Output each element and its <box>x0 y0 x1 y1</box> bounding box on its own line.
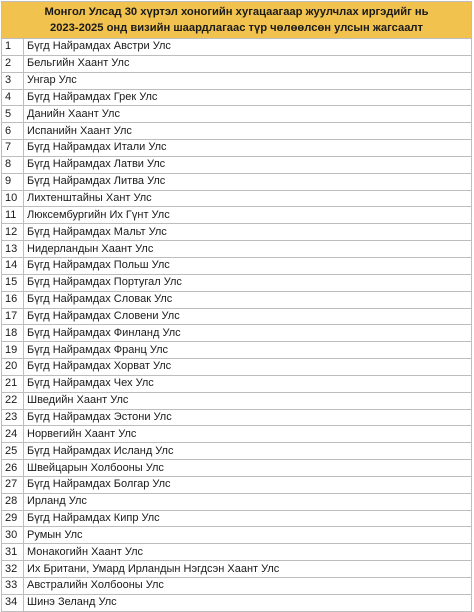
country-name-cell: Бүгд Найрамдах Португал Улс <box>24 274 472 291</box>
table-title-line-1: Монгол Улсад 30 хүртэл хоногийн хугацаагаар жуулчлах иргэдийг нь <box>44 6 429 18</box>
row-number-cell: 29 <box>2 510 24 527</box>
row-number-cell: 2 <box>2 55 24 72</box>
country-name-cell: Бүгд Найрамдах Финланд Улс <box>24 325 472 342</box>
row-number-cell: 11 <box>2 207 24 224</box>
row-number-cell: 33 <box>2 578 24 595</box>
table-row <box>2 578 472 595</box>
country-name-cell: Румын Улс <box>24 527 472 544</box>
table-row <box>2 527 472 544</box>
row-number-cell: 6 <box>2 123 24 140</box>
row-number-cell: 27 <box>2 476 24 493</box>
row-number-cell: 24 <box>2 426 24 443</box>
country-name-cell: Бүгд Найрамдах Польш Улс <box>24 257 472 274</box>
table-row <box>2 375 472 392</box>
table-row <box>2 123 472 140</box>
table-header-row <box>2 2 472 39</box>
row-number-cell: 22 <box>2 392 24 409</box>
row-number-cell: 17 <box>2 308 24 325</box>
row-number-cell: 31 <box>2 544 24 561</box>
row-number-cell: 34 <box>2 594 24 611</box>
country-name-cell: Нидерландын Хаант Улс <box>24 241 472 258</box>
row-number-cell: 13 <box>2 241 24 258</box>
country-name-cell: Бүгд Найрамдах Болгар Улс <box>24 476 472 493</box>
table-row <box>2 342 472 359</box>
table-row <box>2 241 472 258</box>
row-number-cell: 12 <box>2 224 24 241</box>
table-row <box>2 156 472 173</box>
row-number-cell: 14 <box>2 257 24 274</box>
table-row <box>2 443 472 460</box>
country-name-cell: Ирланд Улс <box>24 493 472 510</box>
visa-exemption-table <box>1 1 472 612</box>
country-name-cell: Бельгийн Хаант Улс <box>24 55 472 72</box>
table-row <box>2 291 472 308</box>
table-row <box>2 409 472 426</box>
table-row <box>2 190 472 207</box>
table-row <box>2 460 472 477</box>
country-name-cell: Шинэ Зеланд Улс <box>24 594 472 611</box>
table-row <box>2 325 472 342</box>
row-number-cell: 26 <box>2 460 24 477</box>
country-name-cell: Бүгд Найрамдах Латви Улс <box>24 156 472 173</box>
row-number-cell: 15 <box>2 274 24 291</box>
country-name-cell: Унгар Улс <box>24 72 472 89</box>
country-name-cell: Швейцарын Холбооны Улс <box>24 460 472 477</box>
table-row <box>2 308 472 325</box>
table-row <box>2 476 472 493</box>
table-row <box>2 594 472 611</box>
row-number-cell: 10 <box>2 190 24 207</box>
table-row <box>2 426 472 443</box>
table-row <box>2 359 472 376</box>
table-row <box>2 392 472 409</box>
country-name-cell: Бүгд Найрамдах Хорват Улс <box>24 359 472 376</box>
country-name-cell: Бүгд Найрамдах Мальт Улс <box>24 224 472 241</box>
country-name-cell: Испанийн Хаант Улс <box>24 123 472 140</box>
table-row <box>2 224 472 241</box>
row-number-cell: 30 <box>2 527 24 544</box>
country-name-cell: Лихтенштайны Хант Улс <box>24 190 472 207</box>
row-number-cell: 19 <box>2 342 24 359</box>
row-number-cell: 4 <box>2 89 24 106</box>
country-name-cell: Бүгд Найрамдах Грек Улс <box>24 89 472 106</box>
row-number-cell: 32 <box>2 561 24 578</box>
country-name-cell: Бүгд Найрамдах Франц Улс <box>24 342 472 359</box>
table-title-line-2: 2023-2025 онд визийн шаардлагаас түр чөлөөлсөн улсын жагсаалт <box>49 22 424 34</box>
country-name-cell: Норвегийн Хаант Улс <box>24 426 472 443</box>
row-number-cell: 16 <box>2 291 24 308</box>
table-row <box>2 544 472 561</box>
table-row <box>2 106 472 123</box>
country-name-cell: Бүгд Найрамдах Итали Улс <box>24 140 472 157</box>
row-number-cell: 21 <box>2 375 24 392</box>
country-name-cell: Люксембургийн Их Гүнт Улс <box>24 207 472 224</box>
row-number-cell: 3 <box>2 72 24 89</box>
country-name-cell: Бүгд Найрамдах Чех Улс <box>24 375 472 392</box>
table-row <box>2 510 472 527</box>
table-row <box>2 561 472 578</box>
country-name-cell: Монакогийн Хаант Улс <box>24 544 472 561</box>
country-name-cell: Шведийн Хаант Улс <box>24 392 472 409</box>
table-row <box>2 257 472 274</box>
table-row <box>2 55 472 72</box>
table-body <box>2 2 472 612</box>
row-number-cell: 9 <box>2 173 24 190</box>
row-number-cell: 20 <box>2 359 24 376</box>
country-name-cell: Данийн Хаант Улс <box>24 106 472 123</box>
row-number-cell: 7 <box>2 140 24 157</box>
row-number-cell: 5 <box>2 106 24 123</box>
country-name-cell: Бүгд Найрамдах Исланд Улс <box>24 443 472 460</box>
row-number-cell: 18 <box>2 325 24 342</box>
table-row <box>2 89 472 106</box>
table-row <box>2 72 472 89</box>
row-number-cell: 23 <box>2 409 24 426</box>
table-row <box>2 39 472 56</box>
table-title-cell <box>2 2 472 39</box>
country-name-cell: Бүгд Найрамдах Словак Улс <box>24 291 472 308</box>
row-number-cell: 1 <box>2 39 24 56</box>
table-row <box>2 207 472 224</box>
country-name-cell: Бүгд Найрамдах Кипр Улс <box>24 510 472 527</box>
table-row <box>2 274 472 291</box>
table-row <box>2 173 472 190</box>
country-name-cell: Бүгд Найрамдах Австри Улс <box>24 39 472 56</box>
row-number-cell: 28 <box>2 493 24 510</box>
table-row <box>2 493 472 510</box>
country-name-cell: Бүгд Найрамдах Эстони Улс <box>24 409 472 426</box>
country-name-cell: Бүгд Найрамдах Словени Улс <box>24 308 472 325</box>
table-row <box>2 140 472 157</box>
row-number-cell: 8 <box>2 156 24 173</box>
country-name-cell: Австралийн Холбооны Улс <box>24 578 472 595</box>
row-number-cell: 25 <box>2 443 24 460</box>
country-name-cell: Их Британи, Умард Ирландын Нэгдсэн Хаант Улс <box>24 561 472 578</box>
country-name-cell: Бүгд Найрамдах Литва Улс <box>24 173 472 190</box>
